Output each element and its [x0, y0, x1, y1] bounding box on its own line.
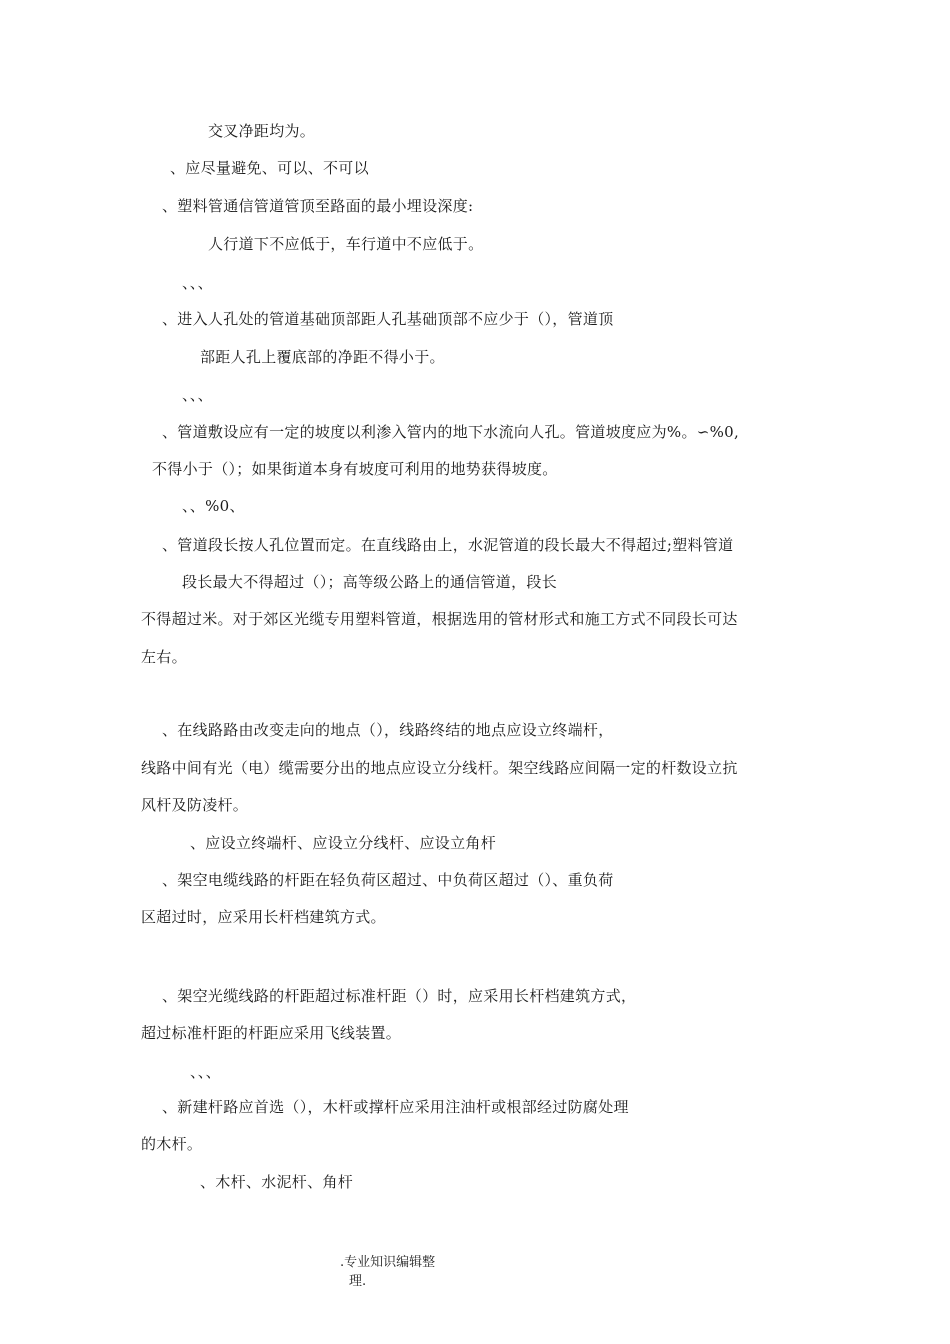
text-line: 的木杆。	[141, 1135, 203, 1153]
text-line: 、管道敷设应有一定的坡度以利渗入管内的地下水流向人孔。管道坡度应为%。∽%0,	[162, 423, 740, 441]
text-line: 、管道段长按人孔位置而定。在直线路由上，水泥管道的段长最大不得超过;塑料管道	[162, 536, 734, 554]
text-line: 不得小于（）；如果街道本身有坡度可利用的地势获得坡度。	[152, 460, 558, 478]
text-line: 、架空光缆线路的杆距超过标准杆距（）时，应采用长杆档建筑方式，	[162, 987, 637, 1005]
text-line: 部距人孔上覆底部的净距不得小于。	[200, 348, 445, 366]
text-line: 超过标准杆距的杆距应采用飞线装置。	[141, 1024, 402, 1042]
text-line: 区超过时，应采用长杆档建筑方式。	[141, 908, 386, 926]
page-footer: 理.	[349, 1274, 367, 1289]
text-line: 、应设立终端杆、应设立分线杆、应设立角杆	[190, 834, 497, 852]
text-line: 、、、	[190, 1063, 221, 1081]
text-line: 、、、	[182, 386, 213, 404]
text-line: 交叉净距均为。	[208, 122, 316, 140]
text-line: 、在线路路由改变走向的地点（），线路终结的地点应设立终端杆，	[162, 721, 614, 739]
text-line: 左右。	[141, 648, 187, 666]
text-line: 、塑料管通信管道管顶至路面的最小埋设深度:	[162, 197, 474, 215]
text-line: 、木杆、水泥杆、角杆	[200, 1173, 354, 1191]
text-line: 人行道下不应低于，车行道中不应低于。	[208, 235, 484, 253]
page-footer: .专业知识编辑整	[340, 1255, 436, 1270]
text-line: 、进入人孔处的管道基础顶部距人孔基础顶部不应少于（），管道顶	[162, 310, 614, 328]
text-line: 、、%0、	[182, 497, 245, 515]
text-line: 、新建杆路应首选（），木杆或撑杆应采用注油杆或根部经过防腐处理	[162, 1098, 629, 1116]
text-line: 风杆及防凌杆。	[141, 796, 249, 814]
text-line: 、、、	[182, 274, 213, 292]
text-line: 段长最大不得超过（）；高等级公路上的通信管道，段长	[182, 573, 558, 591]
text-line: 、应尽量避免、可以、不可以	[170, 159, 369, 177]
text-line: 不得超过米。对于郊区光缆专用塑料管道，根据选用的管材形式和施工方式不同段长可达	[141, 610, 738, 628]
text-line: 线路中间有光（电）缆需要分出的地点应设立分线杆。架空线路应间隔一定的杆数设立抗	[141, 759, 738, 777]
text-line: 、架空电缆线路的杆距在轻负荷区超过、中负荷区超过（）、重负荷	[162, 871, 614, 889]
